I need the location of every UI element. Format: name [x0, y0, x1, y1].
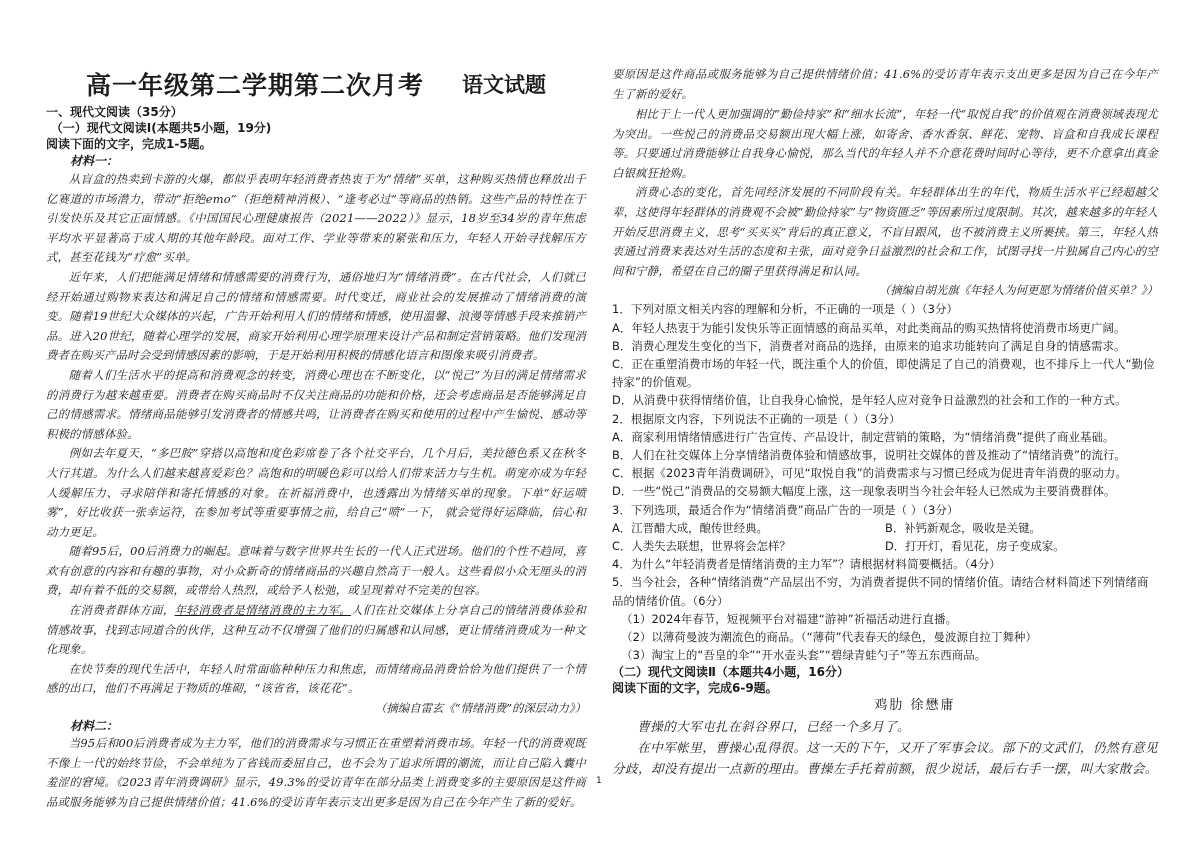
question-2: 2．根据原文内容，下列说法不正确的一项是（ ）（3分） [612, 411, 901, 426]
material2-paragraph: 消费心态的变化，首先同经济发展的不同阶段有关。年轻群体出生的年代，物质生活水平已经超越父辈，这使得年轻群体的消费观不会被“勤俭持家”与“物资匮乏”等因素所过度限制。其次，越来越多的年轻人开始反思消费主义，思考“买买买”背后的真正意义，不盲目跟风，也不被消费主义所裹挟。第三，年轻人热衷通过消费来表达对生活的态度和主张，面对竞争日益激烈的社会和工作，试图寻找一片独属自己内心的空间和宁静，希望在自己的圈子里获得满足和认同。 [612, 185, 1158, 278]
material2-label: 材料二： [70, 719, 119, 734]
underlined-sentence: 年轻消费者是情绪消费的主力军。 [174, 603, 351, 618]
story-title: 鸡肋 徐懋庸 [874, 698, 956, 714]
part2-instruction: 阅读下面的文字，完成6-9题。 [612, 681, 778, 696]
material2-paragraph-cont [612, 65, 1158, 105]
question-4: 4．为什么“年轻消费者是情绪消费的主力军”？请根据材料简要概括。（4分） [612, 557, 1001, 572]
option-2d: D．一些“悦己”消费品的交易额大幅度上涨，这一现象表明当今社会年轻人已然成为主要消费群体。 [612, 484, 1116, 499]
option-3c: C．人类失去联想，世界将会怎样？ [612, 538, 791, 553]
material1-paragraph: 例如去年夏天，“多巴胺”穿搭以高饱和度色彩席卷了各个社交平台，几个月后，美拉德色系又在秋冬大行其道。为什么人们越来越喜爱彩色？高饱和的明暖色彩可以给人们带来活力与生机。萌宠亦成为年轻人缓解压力、寻求陪伴和寄托情感的对象。在祈福消费中，也透露出为情绪买单的现象。下单“好运喷雾”，好比收获一张幸运符，在参加考试等重要事情之前，给自己“喷”一下， 就会觉得好运降临，信心和动力更足。 [46, 446, 586, 539]
material2-paragraph: 相比于上一代人更加强调的“勤俭持家”和“细水长流”，年轻一代“取悦自我”的价值观在消费领域表现尤为突出。一些悦己的消费品交易额出现大幅上涨，如寄舍、香水香氛、鲜花、宠物、盲盒和自我成长课程等。只要通过消费能够让自我身心愉悦，那么当代的年轻人并不介意花费时间时心等待，更不介意拿出真金白银疯狂抢购。 [612, 107, 1158, 180]
exam-title: 高一年级第二学期第二次月考 [86, 71, 425, 100]
part2-heading: （二）现代文阅读Ⅱ（本题共4小题，16分） [612, 665, 849, 680]
option-1c: C．正在重塑消费市场的年轻一代，既注重个人的价值，即使满足了自己的消费观，也不排斥上一代人“勤俭持家”的价值观。 [612, 356, 1155, 390]
option-1b: B．消费心理发生变化的当下，消费者对商品的选择，由原来的追求功能转向了满足自身的情感需求。 [612, 338, 1126, 353]
right-column [612, 65, 1158, 779]
paragraph-text: 当95后和00后消费者成为主力军，他们的消费需求与习惯正在重塑着消费市场。年轻一代的消费观既不像上一代的始终节俭，不会单纯为了省钱而委屈自己，也不会为了追求所谓的潮流，而让自己陷入囊中羞涩的窘境。《2023青年消费调研》显示，49.3%的受访青年在部分品类上消费变多的主要原因是这件商品或服务能够为自己提供情绪价值；41.6%的受访青年表示支出更多是因为自己在今年产生了新的爱好。 [46, 736, 586, 809]
question-5-item-1: （1）2024年春节，短视频平台对福建“游神”祈福活动进行直播。 [621, 611, 958, 626]
material1-paragraph [46, 601, 586, 660]
paragraph-text: 要原因是这件商品或服务能够为自己提供情绪价值；41.6%的受访青年表示支出更多是因为自己在今年产生了新的爱好。 [612, 67, 1158, 101]
paragraph-text: 在消费者群体方面， [68, 603, 175, 618]
question-1: 1．下列对原文相关内容的理解和分析，不正确的一项是（ ）（3分） [612, 302, 958, 317]
story-paragraph: 在中军帐里，曹操心乱得很。这一天的下午，又开了军事会议。部下的文武们，仍然有意见分歧，却没有提出一点新的理由。曹操左手托着前额，很少说话，最后右手一摆，叫大家散会。 [612, 740, 1158, 777]
part1-instruction: 阅读下面的文字，完成1-5题。 [46, 137, 212, 151]
question-5-item-2: （2）以薄荷曼波为潮流色的商品。（“薄荷”代表春天的绿色，曼波源自拉丁舞种） [621, 630, 1037, 644]
option-1a: A．年轻人热衷于为能引发快乐等正面情感的商品买单，对此类商品的购买热情将使消费市场更广阔。 [612, 320, 1126, 335]
question-5-item-3: （3）淘宝上的“吾皇的伞”“开水壶头套”“碧绿青蛙勺子”等五东西商品。 [621, 648, 987, 663]
paragraph-text: 人们在社交媒体上分享自己的情绪消费体验和情感故事，找到志同道合的伙伴，这种互动不仅增强了他们的归属感和认同感，更让情绪消费成为一种文化现象。 [46, 603, 586, 657]
option-2b: B．人们在社交媒体上分享情绪消费体验和情感故事，说明社交媒体的普及推动了“情绪消费”的流行。 [612, 447, 1127, 462]
material1-paragraph: 近年来，人们把能满足情绪和情感需要的消费行为，通俗地归为“情绪消费”。在古代社会，人们就已经开始通过购物来表达和满足自己的情绪和情感需要。时代变迁，商业社会的发展推动了情绪消费的演变。随着19世纪大众媒体的兴起，广告开始利用人们的情绪和情感，使用温馨、浪漫等情感手段来推销产品。进入20世纪，随着心理学的发展，商家开始利用心理学原理来设计产品和制定营销策略。他们发现消费者在购买产品时会受到情感因素的影响，于是开始利用积极的情感化语言和图像来吸引消费者。 [46, 269, 586, 363]
option-1d: D．从消费中获得情绪价值，让自我身心愉悦，是年轻人应对竞争日益激烈的社会和工作的一种方式。 [612, 393, 1127, 408]
option-3d: D．打开灯，看见花，房子变成家。 [885, 538, 1065, 553]
option-2c: C．根据《2023青年消费调研》，可见“取悦自我”的消费需求与习惯已经成为促进青年消费的驱动力。 [612, 466, 1127, 481]
part1-heading: （一）现代文阅读Ⅰ(本题共5小题，19分) [50, 121, 272, 135]
options-3-row2 [612, 537, 1158, 555]
material2-paragraph-start [46, 734, 586, 809]
question-5: 5．当今社会，各种“情绪消费”产品层出不穷，为消费者提供不同的情绪价值。请结合材料简述下列情绪商品的情绪价值。（6分） [612, 575, 1149, 608]
material1-paragraph: 在快节奏的现代生活中，年轻人时常面临种种压力和焦虑，而情绪商品消费恰恰为他们提供了一个情感的出口，他们不再满足于物质的堆砌，“该省省，该花花”。 [46, 661, 586, 696]
option-3b: B．补钙新观念，吸收是关键。 [885, 520, 1041, 535]
material1-paragraph: 随着95后，00后消费力的崛起。意味着与数字世界共生长的一代人正式进场。他们的个性不趋同，喜欢有创意的内容和有趣的事物，对小众新奇的情绪商品的兴趣自然高于一般人。这些看似小众无厘头的消费，却有着不低的交易额，或带给人热烈，或给予人松弛，或呈现着对不完美的包容。 [46, 544, 586, 598]
exam-subject: 语文试题 [462, 72, 546, 97]
title-row [86, 66, 586, 100]
option-3a: A．江晋醋大成，酿传世经典。 [612, 520, 768, 535]
left-column [46, 104, 586, 809]
story-paragraph: 曹操的大军屯扎在斜谷界口，已经一个多月了。 [637, 719, 911, 735]
option-2a: A．商家利用情绪情感进行广告宣传、产品设计，制定营销的策略，为“情绪消费”提供了商业基础。 [612, 429, 1115, 444]
material1-paragraph: 随着人们生活水平的提高和消费观念的转变，消费心理也在不断变化，以“悦己”为目的满足情绪需求的消费行为越来越重要。消费者在购买商品时不仅关注商品的功能和价格，还会考虑商品是否能够满足自己的情感需求。情绪商品能够引发消费者的情感共鸣，让消费者在购买和使用的过程中产生愉悦、感动等积极的情感体验。 [46, 367, 586, 441]
section-heading: 一、现代文阅读（35分） [46, 105, 183, 119]
material1-source: （摘编自雷玄《“情绪消费”的深层动力》） [375, 701, 586, 716]
material1-label: 材料一： [70, 154, 119, 168]
material1-paragraph: 从盲盒的热卖到卡游的火爆，都似乎表明年轻消费者热衷于为“情绪”买单，这种购买热情也释放出千亿赛道的市场潜力，带动“拒绝emo”（拒绝精神消极）、“逢考必过”等商品的热销。这些产品的特性在于引发快乐及其它正面情感。《中国国民心理健康报告（2021——2022）》显示，18岁至34岁的青年焦虑平均水平显著高于成人期的其他年龄段。面对工作、学业等带来的紧张和压力，年轻人开始寻找解压方式，甚至花钱为“疗愈”买单。 [46, 172, 586, 265]
material2-source: （摘编自胡光旗《年轻人为何更愿为情绪价值买单？》） [878, 283, 1158, 298]
options-3-row1 [612, 519, 1158, 537]
question-3: 3．下列选项，最适合作为“情绪消费”商品广告的一项是（ ）（3分） [612, 502, 959, 517]
page-number: 1 [596, 776, 602, 786]
